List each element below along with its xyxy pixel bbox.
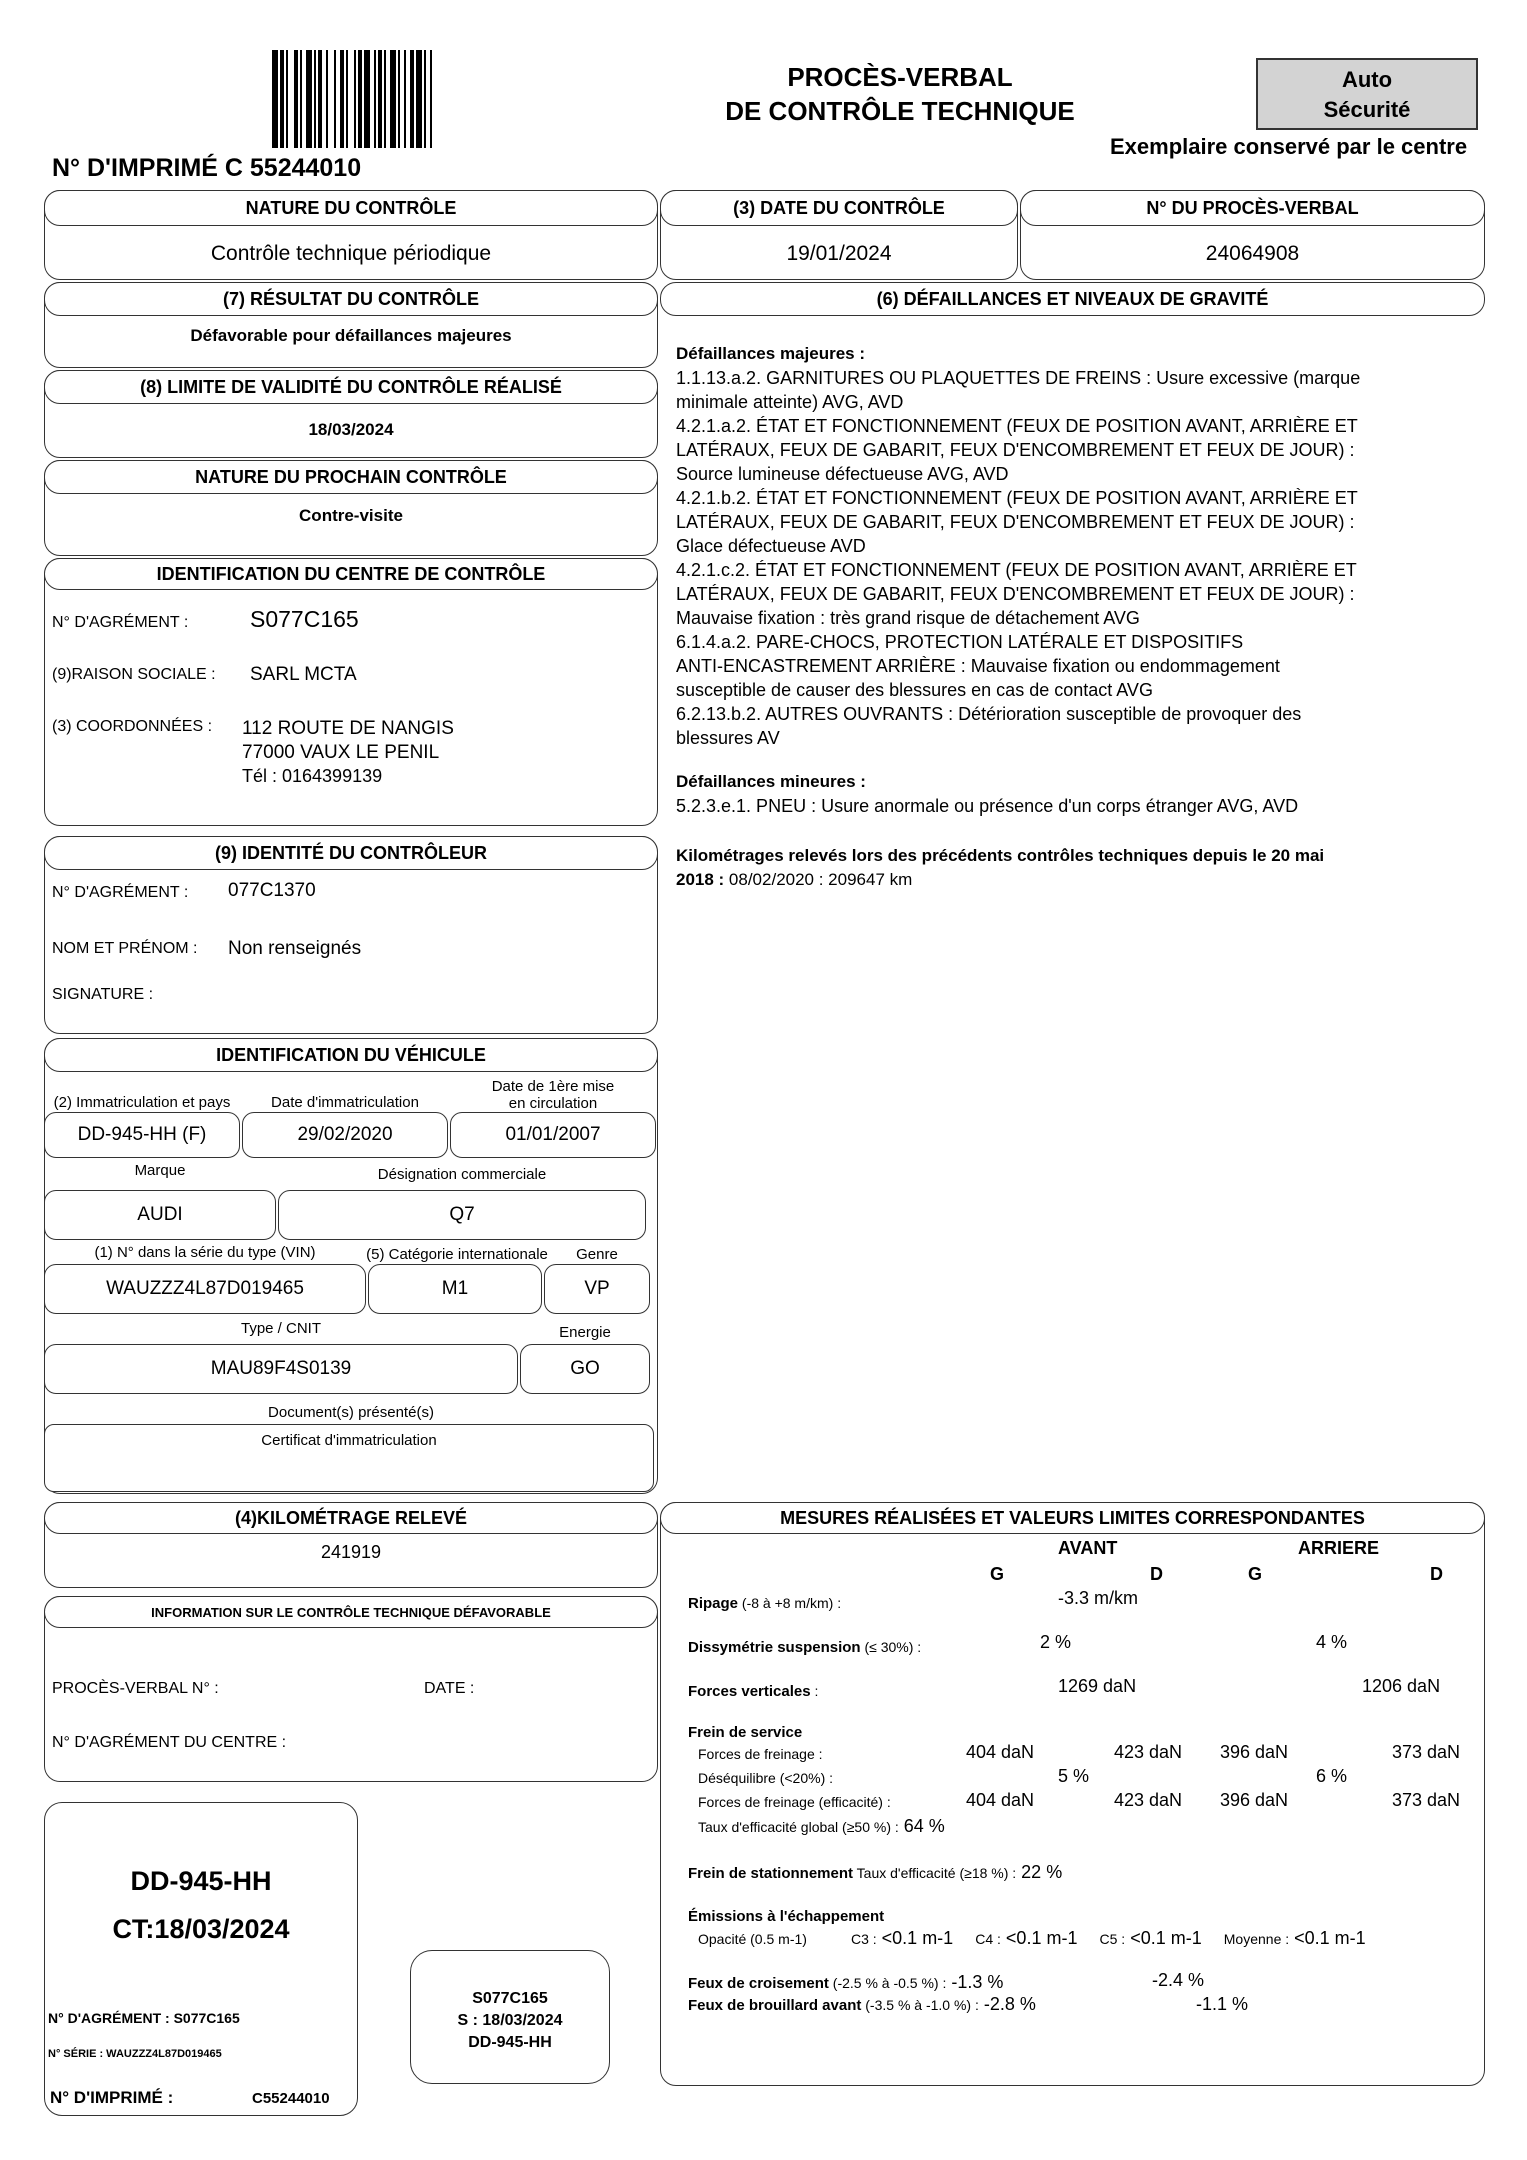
date-value: 19/01/2024 xyxy=(786,242,892,265)
opacite-label: Opacité (0.5 m-1) xyxy=(698,1931,807,1947)
deseq-avant: 5 % xyxy=(1058,1766,1090,1786)
mineures-list xyxy=(676,794,1476,818)
categorie-value: M1 xyxy=(368,1264,542,1314)
ffe-avd: 423 daN xyxy=(1114,1790,1183,1810)
genre-value: VP xyxy=(544,1264,650,1314)
ff-ard: 373 daN xyxy=(1392,1742,1461,1762)
taux-row xyxy=(698,1816,945,1837)
dissym-limit: (≤ 30%) : xyxy=(860,1639,922,1655)
resultat-value: Défavorable pour défaillances majeures xyxy=(190,326,512,345)
c4-label: C4 : xyxy=(975,1931,1001,1947)
croisement-avant: -1.3 % xyxy=(946,1972,1004,1992)
majeure-line: LATÉRAUX, FEUX DE GABARIT, FEUX D'ENCOMBREMENT ET FEUX DE JOUR) : xyxy=(676,440,1355,460)
croisement-row xyxy=(688,1972,1003,1993)
ff-avd: 423 daN xyxy=(1114,1742,1183,1762)
km-history-line xyxy=(676,870,912,890)
mineures-title: Défaillances mineures : xyxy=(676,772,866,791)
ripage-value: -3.3 m/km xyxy=(1058,1588,1139,1608)
centre-agrement-label: N° D'AGRÉMENT : xyxy=(52,614,189,631)
ripage-row xyxy=(688,1592,841,1613)
arriere-d: D xyxy=(1430,1564,1443,1584)
majeure-line: 4.2.1.c.2. ÉTAT ET FONCTIONNEMENT (FEUX DE POSITION AVANT, ARRIÈRE ET xyxy=(676,560,1357,580)
majeures-title: Défaillances majeures : xyxy=(676,344,865,363)
type-label: Type / CNIT xyxy=(240,1320,322,1337)
centre-coord-line3: Tél : 0164399139 xyxy=(242,766,383,786)
ffe-avg: 404 daN xyxy=(966,1790,1035,1810)
designation-value: Q7 xyxy=(278,1190,646,1240)
mineure-line: 5.2.3.e.1. PNEU : Usure anormale ou présence d'un corps étranger AVG, AVD xyxy=(676,796,1299,816)
kilometrage-value: 241919 xyxy=(320,1542,382,1562)
ripage-label: Ripage xyxy=(688,1595,739,1612)
limite-header: (8) LIMITE DE VALIDITÉ DU CONTRÔLE RÉALISÉ xyxy=(44,370,658,404)
premiere-circulation-label xyxy=(450,1078,656,1112)
centre-agrement-value: S077C165 xyxy=(250,606,359,632)
exemplaire-note: Exemplaire conservé par le centre xyxy=(1110,134,1468,159)
c5-label: C5 : xyxy=(1099,1931,1126,1947)
controleur-nom-label: NOM ET PRÉNOM : xyxy=(52,940,198,957)
deseq-arriere: 6 % xyxy=(1316,1766,1348,1786)
info-defavorable-header: INFORMATION SUR LE CONTRÔLE TECHNIQUE DÉFAVORABLE xyxy=(44,1596,658,1628)
info-agrement-label: N° D'AGRÉMENT DU CENTRE : xyxy=(52,1734,287,1751)
small-sticker-line1: S077C165 xyxy=(472,1990,548,2007)
sticker-imprime-value: C55244010 xyxy=(252,2090,330,2107)
mesures-header: MESURES RÉALISÉES ET VALEURS LIMITES CORRESPONDANTES xyxy=(660,1502,1485,1534)
immat-label: (2) Immatriculation et pays xyxy=(53,1094,231,1111)
nature-value: Contrôle technique périodique xyxy=(210,242,492,265)
small-sticker-line2: S : 18/03/2024 xyxy=(457,2012,563,2029)
small-sticker-line3: DD-945-HH xyxy=(468,2034,552,2051)
documents-label: Document(s) présenté(s) xyxy=(268,1404,434,1421)
controleur-agrement-label: N° D'AGRÉMENT : xyxy=(52,884,189,901)
energie-label: Energie xyxy=(559,1324,611,1341)
badge-line2: Sécurité xyxy=(1323,97,1411,122)
forces-v-limit: : xyxy=(810,1683,819,1699)
arriere-g: G xyxy=(1248,1564,1263,1584)
brouillard-arriere: -1.1 % xyxy=(1196,1994,1249,2014)
badge-line1: Auto xyxy=(1341,67,1393,92)
c4-value: <0.1 m-1 xyxy=(1000,1928,1078,1948)
dissym-arriere: 4 % xyxy=(1316,1632,1348,1652)
majeure-line: blessures AV xyxy=(676,728,780,748)
avant-d: D xyxy=(1150,1564,1163,1584)
centre-raison-label: (9)RAISON SOCIALE : xyxy=(52,666,216,683)
sticker-agrement: N° D'AGRÉMENT : S077C165 xyxy=(48,2010,240,2026)
controleur-agrement-value: 077C1370 xyxy=(228,880,316,901)
immat-value: DD-945-HH (F) xyxy=(44,1112,240,1158)
km-history-title2: 2018 : xyxy=(676,870,725,889)
marque-label: Marque xyxy=(134,1162,186,1179)
info-pv-label: PROCÈS-VERBAL N° : xyxy=(52,1680,219,1697)
pv-value: 24064908 xyxy=(1205,242,1300,265)
majeure-line: 6.1.4.a.2. PARE-CHOCS, PROTECTION LATÉRALE ET DISPOSITIFS xyxy=(676,632,1244,652)
page-title xyxy=(690,60,1110,128)
categorie-label: (5) Catégorie internationale xyxy=(366,1246,548,1263)
premiere-label-line1: Date de 1ère mise xyxy=(491,1078,615,1095)
taux-label: Taux d'efficacité global (≥50 %) : xyxy=(698,1819,899,1835)
vin-label: (1) N° dans la série du type (VIN) xyxy=(94,1244,316,1261)
majeure-line: Glace défectueuse AVD xyxy=(676,536,866,556)
info-date-label: DATE : xyxy=(424,1680,475,1697)
c5-value: <0.1 m-1 xyxy=(1125,1928,1202,1948)
majeure-line: 1.1.13.a.2. GARNITURES OU PLAQUETTES DE FREINS : Usure excessive (marque xyxy=(676,368,1361,388)
brouillard-row xyxy=(688,1994,1036,2015)
centre-coord-label: (3) COORDONNÉES : xyxy=(52,718,213,735)
croisement-arriere: -2.4 % xyxy=(1152,1970,1205,1990)
forces-v-row xyxy=(688,1680,818,1701)
croisement-limit: (-2.5 % à -0.5 %) : xyxy=(828,1975,947,1991)
dissym-label: Dissymétrie suspension xyxy=(688,1639,861,1656)
arriere-header: ARRIERE xyxy=(1298,1538,1380,1558)
date-immat-value: 29/02/2020 xyxy=(242,1112,448,1158)
majeure-line: Mauvaise fixation : très grand risque de détachement AVG xyxy=(676,608,1140,628)
stationnement-label: Frein de stationnement xyxy=(688,1865,854,1882)
defaillances-header: (6) DÉFAILLANCES ET NIVEAUX DE GRAVITÉ xyxy=(660,282,1485,316)
forces-v-avant: 1269 daN xyxy=(1058,1676,1137,1696)
controleur-header: (9) IDENTITÉ DU CONTRÔLEUR xyxy=(44,836,658,870)
emissions-row xyxy=(698,1928,1366,1949)
prochain-header: NATURE DU PROCHAIN CONTRÔLE xyxy=(44,460,658,494)
vin-value: WAUZZZ4L87D019465 xyxy=(44,1264,366,1314)
designation-label: Désignation commerciale xyxy=(377,1166,547,1183)
majeure-line: minimale atteinte) AVG, AVD xyxy=(676,392,904,412)
sticker-imprime-label: N° D'IMPRIMÉ : xyxy=(50,2088,174,2107)
stationnement-limit: Taux d'efficacité (≥18 %) : xyxy=(853,1865,1017,1881)
ffe-arg: 396 daN xyxy=(1220,1790,1289,1810)
deseq-label: Déséquilibre (<20%) : xyxy=(698,1770,834,1786)
brouillard-avant: -2.8 % xyxy=(978,1994,1036,2014)
majeure-line: Source lumineuse défectueuse AVG, AVD xyxy=(676,464,1009,484)
sticker-ct: CT:18/03/2024 xyxy=(112,1914,290,1944)
documents-value: Certificat d'immatriculation xyxy=(261,1432,437,1449)
auto-securite-badge xyxy=(1256,58,1478,130)
ripage-limit: (-8 à +8 m/km) : xyxy=(738,1595,842,1611)
marque-value: AUDI xyxy=(44,1190,276,1240)
forces-v-arriere: 1206 daN xyxy=(1362,1676,1441,1696)
controleur-signature-label: SIGNATURE : xyxy=(52,986,154,1003)
frein-service-label: Frein de service xyxy=(688,1724,803,1741)
majeure-line: 4.2.1.b.2. ÉTAT ET FONCTIONNEMENT (FEUX DE POSITION AVANT, ARRIÈRE ET xyxy=(676,488,1358,508)
date-header: (3) DATE DU CONTRÔLE xyxy=(660,190,1018,226)
sticker-immat: DD-945-HH xyxy=(130,1866,272,1896)
forces-freinage-label: Forces de freinage : xyxy=(698,1746,823,1762)
resultat-header: (7) RÉSULTAT DU CONTRÔLE xyxy=(44,282,658,316)
dissym-row xyxy=(688,1636,921,1657)
genre-label: Genre xyxy=(576,1246,618,1263)
ff-avg: 404 daN xyxy=(966,1742,1035,1762)
majeure-line: 4.2.1.a.2. ÉTAT ET FONCTIONNEMENT (FEUX DE POSITION AVANT, ARRIÈRE ET xyxy=(676,416,1358,436)
avant-header: AVANT xyxy=(1058,1538,1118,1558)
ffe-label: Forces de freinage (efficacité) : xyxy=(698,1794,891,1810)
centre-coord-line2: 77000 VAUX LE PENIL xyxy=(242,742,440,763)
page-title-line1: PROCÈS-VERBAL xyxy=(787,62,1013,92)
pv-header: N° DU PROCÈS-VERBAL xyxy=(1020,190,1485,226)
majeure-line: ANTI-ENCASTREMENT ARRIÈRE : Mauvaise fixation ou endommagement xyxy=(676,656,1280,676)
majeure-line: susceptible de causer des blessures en cas de contact AVG xyxy=(676,680,1153,700)
controleur-nom-value: Non renseignés xyxy=(228,938,362,959)
sticker-box xyxy=(44,1802,358,2116)
ff-arg: 396 daN xyxy=(1220,1742,1289,1762)
premiere-label-line2: en circulation xyxy=(508,1095,598,1112)
date-immat-label: Date d'immatriculation xyxy=(271,1094,419,1111)
vehicule-header: IDENTIFICATION DU VÉHICULE xyxy=(44,1038,658,1072)
majeures-list xyxy=(676,366,1476,750)
page-title-line2: DE CONTRÔLE TECHNIQUE xyxy=(725,96,1075,126)
km-history-title: Kilométrages relevés lors des précédents contrôles techniques depuis le 20 mai xyxy=(676,846,1325,865)
moyenne-label: Moyenne : xyxy=(1223,1931,1290,1947)
majeure-line: LATÉRAUX, FEUX DE GABARIT, FEUX D'ENCOMBREMENT ET FEUX DE JOUR) : xyxy=(676,512,1355,532)
prochain-value: Contre-visite xyxy=(299,506,403,525)
brouillard-limit: (-3.5 % à -1.0 %) : xyxy=(861,1997,979,2013)
taux-value: 64 % xyxy=(898,1816,945,1836)
centre-raison-value: SARL MCTA xyxy=(250,664,357,685)
moyenne-value: <0.1 m-1 xyxy=(1289,1928,1366,1948)
brouillard-label: Feux de brouillard avant xyxy=(688,1997,862,2014)
km-history-value: 08/02/2020 : 209647 km xyxy=(724,870,913,889)
ffe-ard: 373 daN xyxy=(1392,1790,1461,1810)
printed-number: N° D'IMPRIMÉ C 55244010 xyxy=(52,154,362,182)
centre-header: IDENTIFICATION DU CENTRE DE CONTRÔLE xyxy=(44,558,658,590)
type-value: MAU89F4S0139 xyxy=(44,1344,518,1394)
kilometrage-header: (4)KILOMÉTRAGE RELEVÉ xyxy=(44,1502,658,1534)
forces-v-label: Forces verticales xyxy=(688,1683,811,1700)
premiere-circulation-value: 01/01/2007 xyxy=(450,1112,656,1158)
majeure-line: LATÉRAUX, FEUX DE GABARIT, FEUX D'ENCOMBREMENT ET FEUX DE JOUR) : xyxy=(676,584,1355,604)
c3-label: C3 : xyxy=(850,1931,877,1947)
stationnement-value: 22 % xyxy=(1016,1862,1063,1882)
stationnement-row xyxy=(688,1862,1062,1883)
avant-g: G xyxy=(990,1564,1005,1584)
energie-value: GO xyxy=(520,1344,650,1394)
emissions-label: Émissions à l'échappement xyxy=(688,1908,885,1925)
limite-value: 18/03/2024 xyxy=(308,420,394,439)
sticker-serie: N° SÉRIE : WAUZZZ4L87D019465 xyxy=(48,2048,222,2060)
c3-value: <0.1 m-1 xyxy=(876,1928,954,1948)
croisement-label: Feux de croisement xyxy=(688,1975,829,1992)
majeure-line: 6.2.13.b.2. AUTRES OUVRANTS : Détérioration susceptible de provoquer des xyxy=(676,704,1302,724)
centre-coord-line1: 112 ROUTE DE NANGIS xyxy=(242,718,454,739)
dissym-avant: 2 % xyxy=(1040,1632,1072,1652)
nature-header: NATURE DU CONTRÔLE xyxy=(44,190,658,226)
barcode xyxy=(272,50,522,150)
